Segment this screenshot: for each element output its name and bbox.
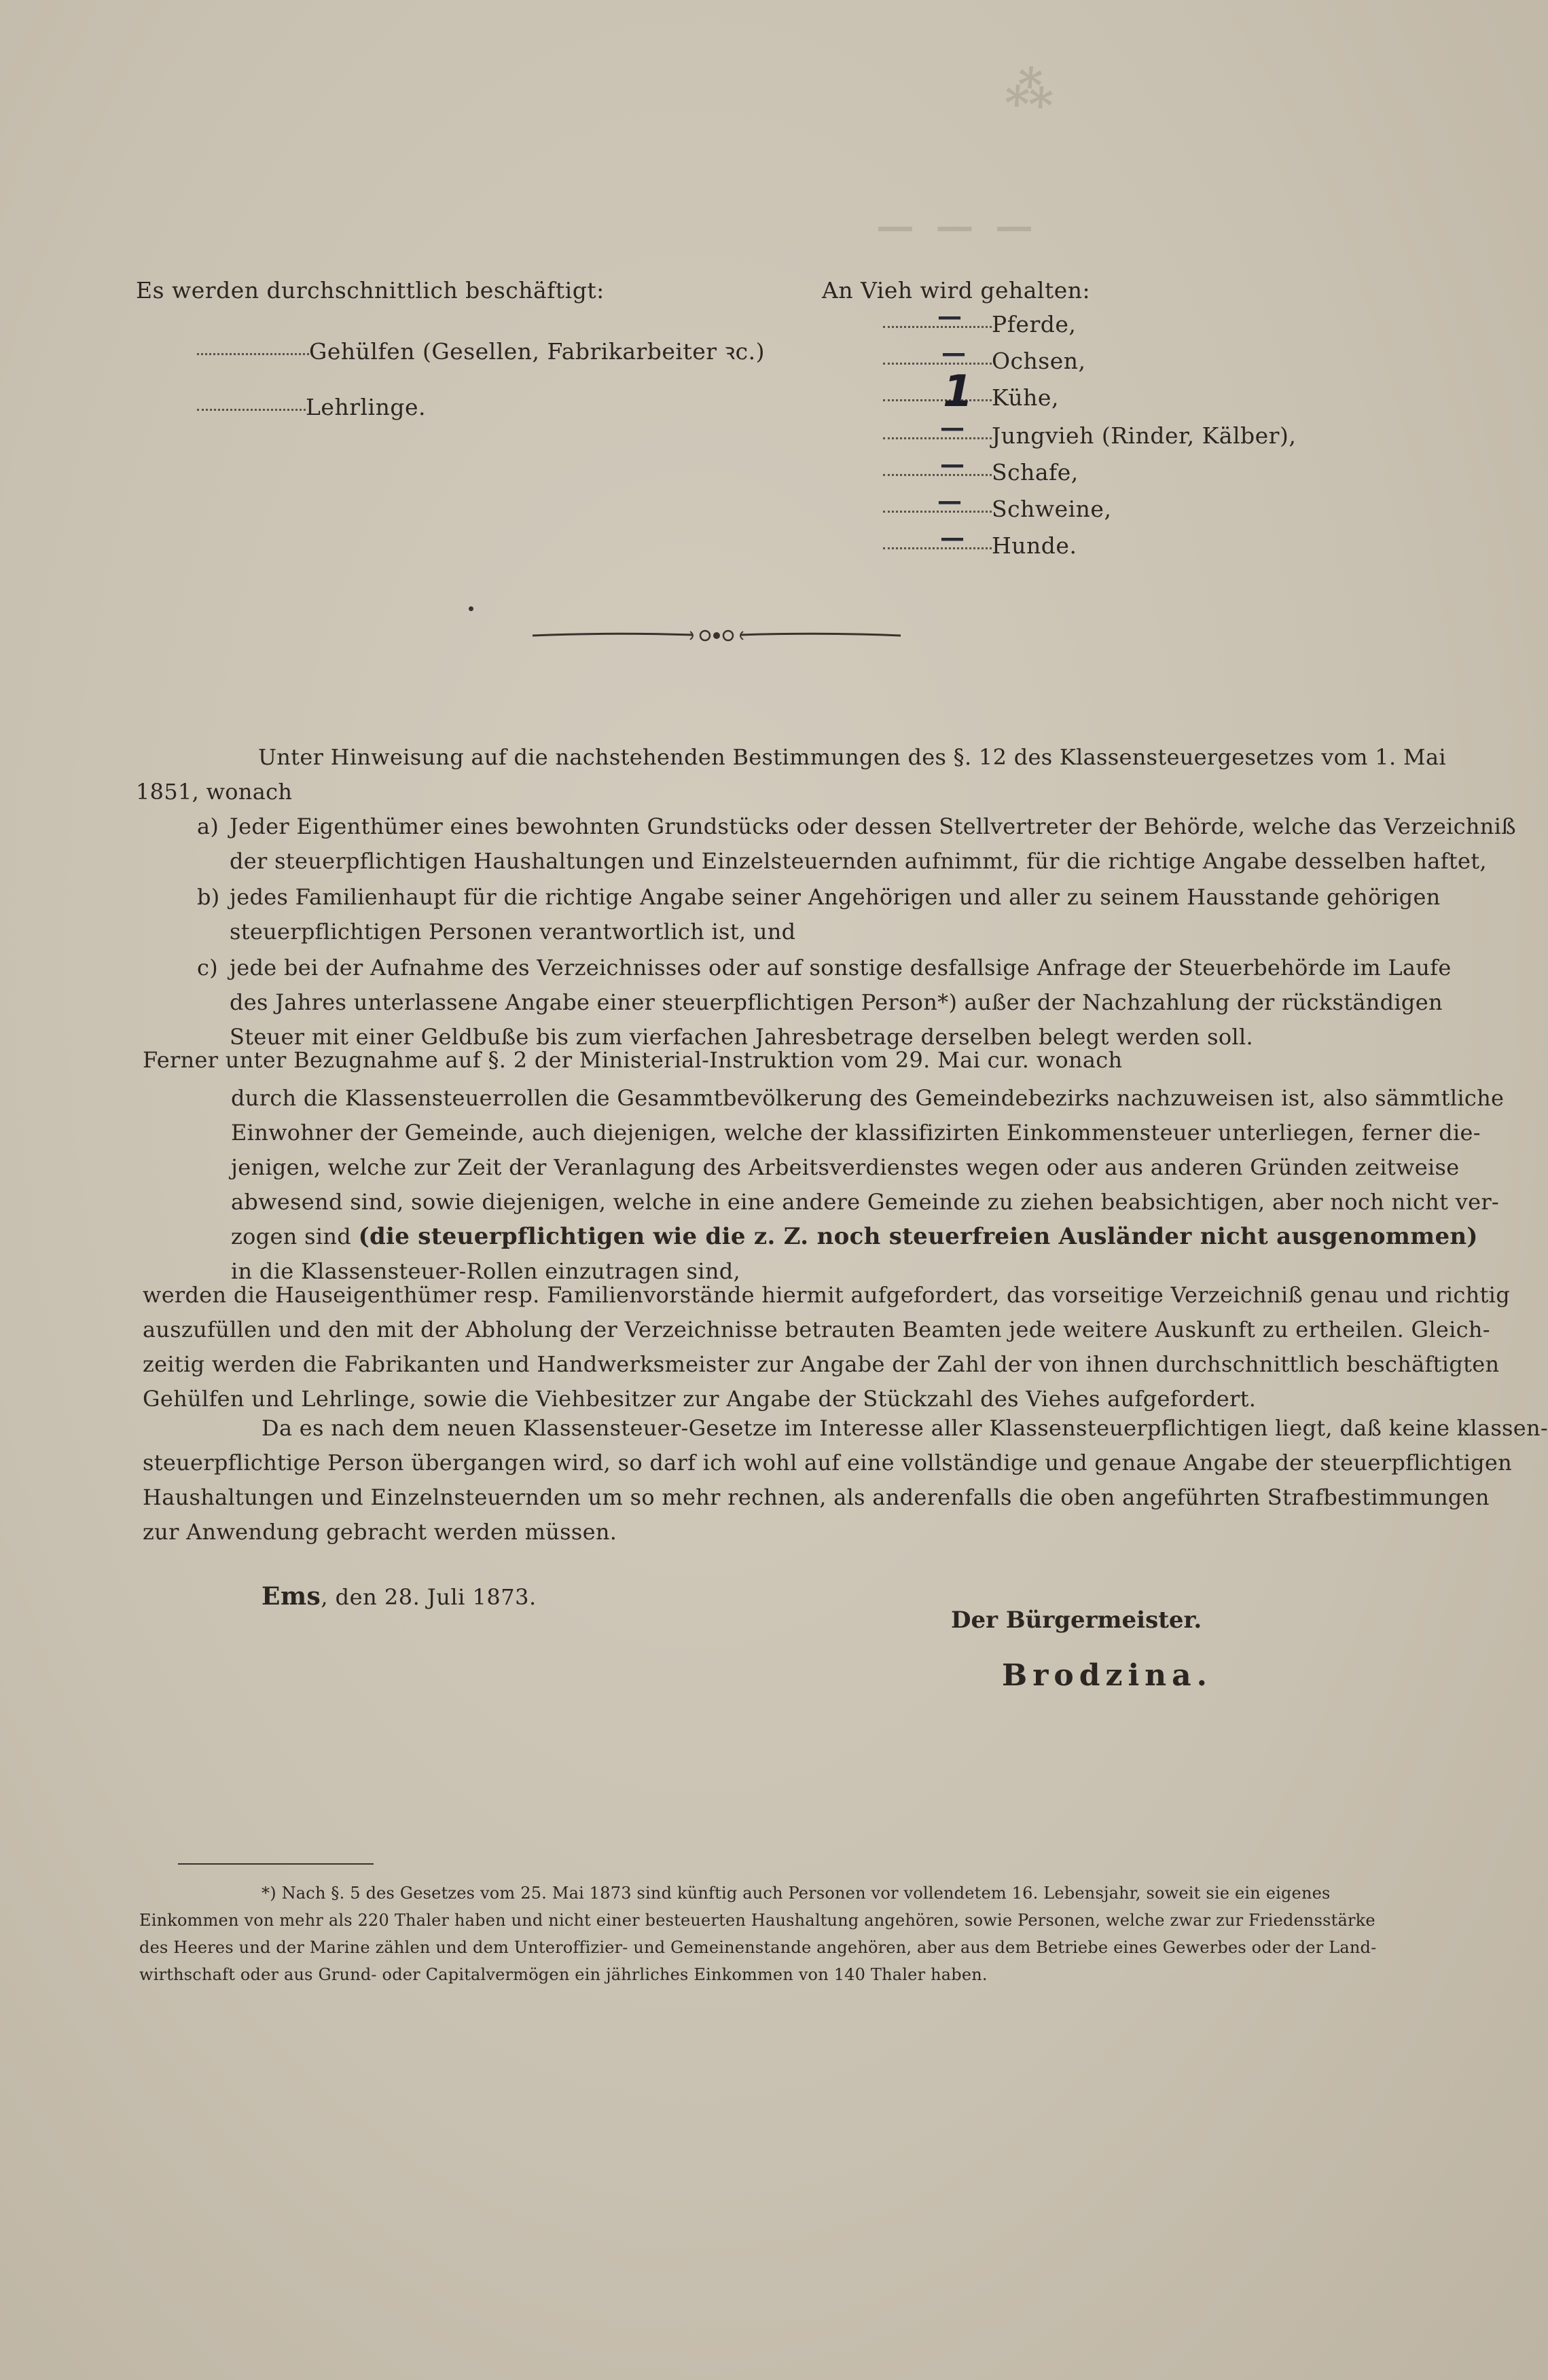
livestock-heading: An Vieh wird gehalten: [822,277,1091,304]
pigs-count: — [937,488,962,515]
notice-item-b [197,880,1441,949]
dogs-count: — [940,524,965,552]
footnote-line: des Heeres und der Marine zählen und dem Unteroffizier- und Gemeinenstande angehören, aber aus dem Betriebe eines Gewerbes oder der Land- [139,1938,1377,1957]
footnote-line: Einkommen von mehr als 220 Thaler haben und nicht einer besteuerten Haushaltung angehören, sowie Personen, welche zwar zur Friedensstärke [139,1911,1375,1930]
instruction-bold-clause: (die steuerpflichtigen wie die z. Z. noch steuerfreien Ausländer nicht ausgenommen) [358,1223,1478,1250]
notice-instruction [231,1081,1505,1289]
item-line: steuerpflichtigen Personen verantwortlich ist, und [230,919,796,945]
footnote [139,1880,1377,1988]
sheep-label: Schafe, [992,459,1079,486]
closing-line: Haushaltungen und Einzelnsteuernden um so mehr rechnen, als anderenfalls die oben angeführten Strafbestimmungen [143,1484,1490,1510]
place-name: Ems [262,1582,321,1611]
notice-intro [136,740,1446,809]
dogs-label: Hunde. [992,532,1077,559]
livestock-row-oxen [883,348,1086,374]
oxen-count: — [941,340,966,367]
item-line: jedes Familienhaupt für die richtige Angabe seiner Angehörigen und aller zu seinem Hausstande gehörigen [230,884,1441,910]
closing-line: Da es nach dem neuen Klassensteuer-Gesetze im Interesse aller Klassensteuerpflichtigen liegt, daß keine klassen- [262,1415,1548,1441]
instruction-line: durch die Klassensteuerrollen die Gesammtbevölkerung des Gemeindebezirks nachzuweisen ist, also sämmtliche [231,1085,1505,1111]
livestock-row-horses [883,311,1076,337]
employees-heading: Es werden durchschnittlich beschäftigt: [136,277,605,304]
cows-count-blank [883,398,992,401]
notice-further [143,1043,1311,1078]
notice-item-c [197,951,1452,1055]
sheep-count: — [940,451,965,479]
item-line: Jeder Eigenthümer eines bewohnten Grundstücks oder dessen Stellvertreter der Behörde, welche das Verzeichniß [230,813,1516,839]
young-cattle-label: Jungvieh (Rinder, Kälber), [992,422,1297,449]
item-marker: a) [197,813,219,839]
livestock-row-dogs [883,532,1077,559]
intro-line: Unter Hinweisung auf die nachstehenden Bestimmungen des §. 12 des Klassensteuergesetzes vom 1. Mai [258,744,1446,770]
pigs-label: Schweine, [992,496,1112,522]
footnote-line: *) Nach §. 5 des Gesetzes vom 25. Mai 1873 sind künftig auch Personen vor vollendetem 16. Lebensjahr, soweit sie ein eigenes [262,1884,1331,1903]
ink-dot [469,606,473,611]
assistants-count-blank [197,352,309,355]
item-line: der steuerpflichtigen Haushaltungen und Einzelsteuernden aufnimmt, für die richtige Angabe desselben haftet, [230,848,1487,874]
sheep-count-blank [883,473,992,476]
item-line: Steuer mit einer Geldbuße bis zum vierfachen Jahresbetrage derselben belegt werden soll. [230,1024,1253,1050]
summons-line: Gehülfen und Lehrlinge, sowie die Viehbesitzer zur Angabe der Stückzahl des Viehes aufgefordert. [143,1386,1257,1412]
intro-line: 1851, wonach [136,779,293,805]
notice-summons [143,1278,1511,1416]
instruction-line: Einwohner der Gemeinde, auch diejenigen, welche der klassifizirten Einkommensteuer unterliegen, ferner die- [231,1120,1481,1146]
bleed-through-mark: — — — [876,204,1037,249]
instruction-line: abwesend sind, sowie diejenigen, welche in eine andere Gemeinde zu ziehen beabsichtigen, aber noch nicht ver- [231,1189,1500,1215]
horses-count: — [937,303,962,331]
notice-closing [143,1411,1548,1550]
assistants-label: Gehülfen (Gesellen, Fabrikarbeiter ꝛc.) [309,338,766,365]
instruction-bold-prefix: zogen sind [231,1224,352,1249]
livestock-row-sheep [883,459,1079,486]
summons-line: werden die Hauseigenthümer resp. Familienvorstände hiermit aufgefordert, das vorseitige Verzeichniß genau und richtig [143,1282,1511,1308]
oxen-count-blank [883,361,992,365]
apprentices-label: Lehrlinge. [306,394,426,420]
instruction-line [231,1220,1478,1254]
apprentices-count-blank [197,407,306,411]
further-line: Ferner unter Bezugnahme auf §. 2 der Ministerial-Instruktion vom 29. Mai cur. wonach [143,1047,1123,1073]
date-line [262,1582,537,1611]
instruction-line: jenigen, welche zur Zeit der Veranlagung des Arbeitsverdienstes wegen oder aus anderen Gründen zeitweise [231,1154,1460,1180]
summons-line: zeitig werden die Fabrikanten und Handwerksmeister zur Angabe der Zahl der von ihnen durchschnittlich beschäftigten [143,1351,1500,1377]
horses-label: Pferde, [992,311,1077,337]
item-line: jede bei der Aufnahme des Verzeichnisses oder auf sonstige desfallsige Anfrage der Steuerbehörde im Laufe [230,955,1452,981]
employees-row-assistants [197,335,765,366]
young-cattle-count-blank [883,436,992,439]
young-cattle-count: — [940,414,965,442]
footnote-rule [178,1863,374,1865]
issue-date: , den 28. Juli 1873. [321,1584,537,1610]
instruction-line: in die Klassensteuer-Rollen einzutragen sind, [231,1258,740,1284]
notice-item-a [197,809,1516,879]
bleed-through-mark: ⁂ [1003,59,1060,120]
oxen-label: Ochsen, [992,348,1086,374]
livestock-row-pigs [883,496,1111,522]
signature-title: Der Bürgermeister. [951,1607,1202,1634]
item-line: des Jahres unterlassene Angabe einer steuerpflichtigen Person*) außer der Nachzahlung der rückständigen [230,989,1443,1015]
employees-row-apprentices [197,394,426,420]
footnote-line: wirthschaft oder aus Grund- oder Capitalvermögen ein jährliches Einkommen von 140 Thaler haben. [139,1965,988,1984]
item-marker: c) [197,955,219,981]
dogs-count-blank [883,546,992,549]
closing-line: steuerpflichtige Person übergangen wird, so darf ich wohl auf eine vollständige und genaue Angabe der steuerpflichtigen [143,1450,1513,1476]
ornament-divider [530,623,903,648]
summons-line: auszufüllen und den mit der Abholung der Verzeichnisse betrauten Beamten jede weitere Auskunft zu ertheilen. Gleich- [143,1317,1490,1342]
cows-label: Kühe, [992,384,1059,411]
signature-name: Brodzina. [1002,1658,1213,1693]
item-marker: b) [197,884,220,910]
closing-line: zur Anwendung gebracht werden müssen. [143,1519,617,1545]
cows-count: 1 [943,367,973,417]
